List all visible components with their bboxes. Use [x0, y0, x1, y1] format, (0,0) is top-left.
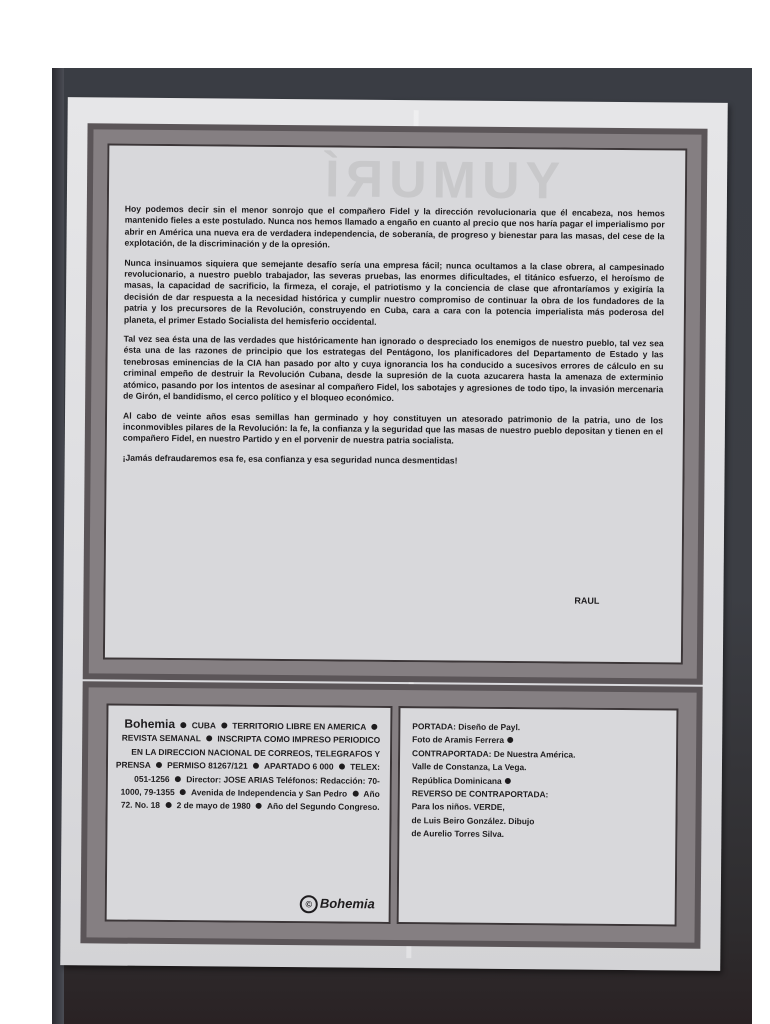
logo-text: Bohemia [319, 895, 375, 912]
bullet-icon [507, 737, 513, 743]
letter-paragraph: Al cabo de veinte años esas semillas han germinado y hoy constituyen un atesorado patrimonio de la patria, uno de los inconmovibles pilares de la Revolución: la fe, la confianza y la seguridad que las masas de nuestro pueblo depositan y tienen en el compañero Fidel, en nuestro Partido y en el porvenir de nuestra patria socialista. [122, 410, 664, 446]
colophon-item: TERRITORIO LIBRE EN AMERICA [232, 720, 367, 732]
bohemia-logo [300, 895, 375, 914]
credit-line: de Aurelio Torres Silva. [411, 828, 505, 840]
copyright-icon: © [300, 895, 318, 913]
colophon-item: Director: JOSE ARIAS [186, 773, 274, 785]
bullet-icon [206, 736, 212, 742]
colophon-item: 2 de mayo de 1980 [176, 800, 251, 812]
bullet-icon [180, 722, 186, 728]
bullet-icon [256, 803, 262, 809]
bullet-icon [221, 722, 227, 728]
brand-name: Bohemia [124, 716, 176, 732]
masthead-frame [80, 681, 702, 948]
bullet-icon [339, 764, 345, 770]
credits-box [397, 706, 679, 926]
credit-line: de Luis Beiro González. Dibujo [411, 815, 535, 827]
bullet-icon [156, 762, 162, 768]
credit-line: Para los niños. VERDE, [411, 801, 505, 813]
colophon [114, 718, 381, 815]
colophon-box [105, 703, 393, 923]
credit-line: PORTADA: Diseño de Payl. [412, 721, 521, 733]
credit-line: Valle de Constanza, La Vega. [411, 761, 527, 773]
bullet-icon [253, 763, 259, 769]
colophon-item: REVISTA SEMANAL [121, 733, 201, 744]
letter-closing: ¡Jamás defraudaremos esa fe, esa confianza y esa seguridad nunca desmentidas! [122, 452, 458, 466]
bullet-icon [165, 802, 171, 808]
colophon-item: TELEX: 051-1256 [134, 761, 381, 784]
colophon-item: CUBA [191, 720, 216, 731]
credit-line: REVERSO DE CONTRAPORTADA: [411, 788, 549, 800]
colophon-item: Año 72. No. 18 [120, 788, 380, 811]
bullet-icon [505, 778, 511, 784]
bullet-icon [371, 724, 377, 730]
colophon-item: Avenida de Independencia y San Pedro [190, 787, 348, 799]
bullet-icon [352, 791, 358, 797]
show-through-heading: YUMURÍ [318, 150, 561, 211]
colophon-item: APARTADO 6 000 [263, 761, 334, 772]
credit-line: República Dominicana [412, 774, 666, 790]
colophon-item: PERMISO 81267/121 [167, 760, 248, 771]
colophon-item: Año del Segundo Congreso. [266, 801, 380, 813]
signature: RAUL [574, 595, 600, 606]
colophon-item: Teléfonos: Redacción: 70-1000, 79-1355 [120, 774, 380, 798]
credit-line: Foto de Aramis Ferrera [412, 734, 666, 750]
letter-frame [83, 123, 708, 684]
letter-panel [103, 143, 687, 664]
letter-paragraph: Hoy podemos decir sin el menor sonrojo que el compañero Fidel y la dirección revolucionaria que él encabeza, nos hemos mantenido fieles a este postulado. Nunca nos hemos llamado a engaño en cuanto al precio que nos haría pagar el imperialismo por abrir en América una nueva era de verdadera independencia, de soberanía, de progreso y bienestar para las masas, del cese de la explotación, de la discriminación y de la opresión. [124, 203, 665, 250]
letter-paragraph: Tal vez sea ésta una de las verdades que históricamente han ignorado o despreciado los enemigos de nuestro pueblo, tal vez sea ésta una de las razones de principio que los estrategas del Pentágono, los planificadores del Departamento de Estado y las tenebrosas eminencias de la CIA han pasado por alto y cuya ignorancia los ha conducido a sucesivos errores de cálculo en su criminal empeño de destruir la Revolución Cubana, desde la supresión de la cuota azucarera hasta la amenaza de exterminio atómico, pasando por los intentos de asesinar al compañero Fidel, los sabotajes y agresiones de todo tipo, la invasión mercenaria de Girón, el bandidismo, el cerco político y el bloqueo económico. [123, 333, 664, 404]
bullet-icon [180, 789, 186, 795]
credit-line: CONTRAPORTADA: De Nuestra América. [412, 747, 576, 760]
colophon-item: INSCRIPTA COMO IMPRESO PERIODICO EN LA DIRECCION NACIONAL DE CORREOS, TELEGRAFOS Y PRENSA [115, 733, 381, 771]
magazine-page [60, 97, 728, 971]
cover-credits [411, 720, 666, 843]
letter-paragraph: Nunca insinuamos siquiera que semejante desafío sería una empresa fácil; nunca ocultamos a la clase obrera, al campesinado revolucionario, a nuestro pueblo trabajador, las severas pruebas, las enormes dificultades, el titánico esfuerzo, el heroísmo de masas, la capacidad de sacrificio, la firmeza, el coraje, el patriotismo y la conciencia de clase que afrontaríamos y exigiría la decisión de dar respuesta a la necesidad histórica y cumplir nuestro compromiso de continuar la obra de los fundadores de la patria y los precursores de la Revolución, construyendo en Cuba, cara a cara con la potencia imperialista más poderosa del planeta, el primer Estado Socialista del hemisferio occidental. [123, 257, 665, 327]
bullet-icon [175, 776, 181, 782]
letter-body [123, 204, 665, 477]
